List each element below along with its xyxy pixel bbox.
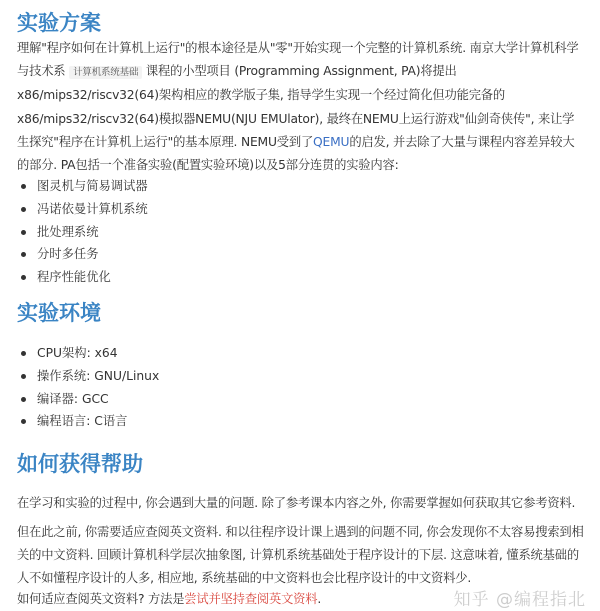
intro-paragraph bbox=[17, 37, 585, 177]
help-paragraph-2: 但在此之前, 你需要适应查阅英文资料. 和以往程序设计课上遇到的问题不同, 你会发现你不太容易搜索到相关的中文资料. 回顾计算机科学层次抽象图, 计算机系统基础处于程序设计的下层. 这意味着, 懂系统基础的人不如懂程序设计的人多, 相应地, 系统基础的中文资料也会比程序设计的中文资料少. bbox=[17, 525, 584, 586]
text: . bbox=[317, 592, 322, 606]
course-tag: 计算机系统基础 bbox=[69, 66, 142, 79]
list-item: 操作系统: GNU/Linux bbox=[17, 365, 159, 388]
list-item: 编译器: GCC bbox=[17, 388, 159, 411]
list-item: 编程语言: C语言 bbox=[17, 410, 159, 433]
qemu-link[interactable]: QEMU bbox=[313, 134, 350, 149]
text: 的启发, 并去除了大量与课程内容差异较大的部分. PA包括一个准备实验(配置实验环境)以及5部分连贯的实验内容: bbox=[17, 134, 575, 173]
list-item: 分时多任务 bbox=[17, 243, 148, 266]
help-paragraph-1: 在学习和实验的过程中, 你会遇到大量的问题. 除了参考课本内容之外, 你需要掌握如何获取其它参考资料. bbox=[17, 496, 576, 510]
list-item: 程序性能优化 bbox=[17, 266, 148, 289]
text: 如何适应查阅英文资料? 方法是 bbox=[17, 592, 185, 606]
highlight-text: 尝试并坚持查阅英文资料 bbox=[184, 592, 318, 606]
list-item: 批处理系统 bbox=[17, 221, 148, 244]
list-item: 图灵机与简易调试器 bbox=[17, 175, 148, 198]
heading-experiment-plan: 实验方案 bbox=[17, 11, 101, 35]
list-item: CPU架构: x64 bbox=[17, 342, 159, 365]
heading-get-help: 如何获得帮助 bbox=[17, 452, 143, 476]
text: 理解"程序如何在计算机上运行"的根本途径是从"零"开始实现一个完整的计算机系统. 南京大学计算机科学与技术系 bbox=[17, 41, 579, 79]
heading-environment: 实验环境 bbox=[17, 301, 101, 325]
watermark: 知乎 @编程指北 bbox=[453, 590, 586, 610]
list-item: 冯诺依曼计算机系统 bbox=[17, 198, 148, 221]
text: 课程的小型项目 (Programming Assignment, PA)将提出x86/mips32/riscv32(64)架构相应的教学版子集, 指导学生实现一个经过简化但功能完备的x86/mips32/riscv32(64)模拟器NEMU(NJU EMUlator), 最终在NEMU上运行游戏"仙剑奇侠传", 来让学生探究"程序在计算机上运行"的基本原理. NEMU受到了 bbox=[17, 64, 575, 149]
environment-list bbox=[17, 342, 159, 433]
experiment-list bbox=[17, 175, 148, 289]
